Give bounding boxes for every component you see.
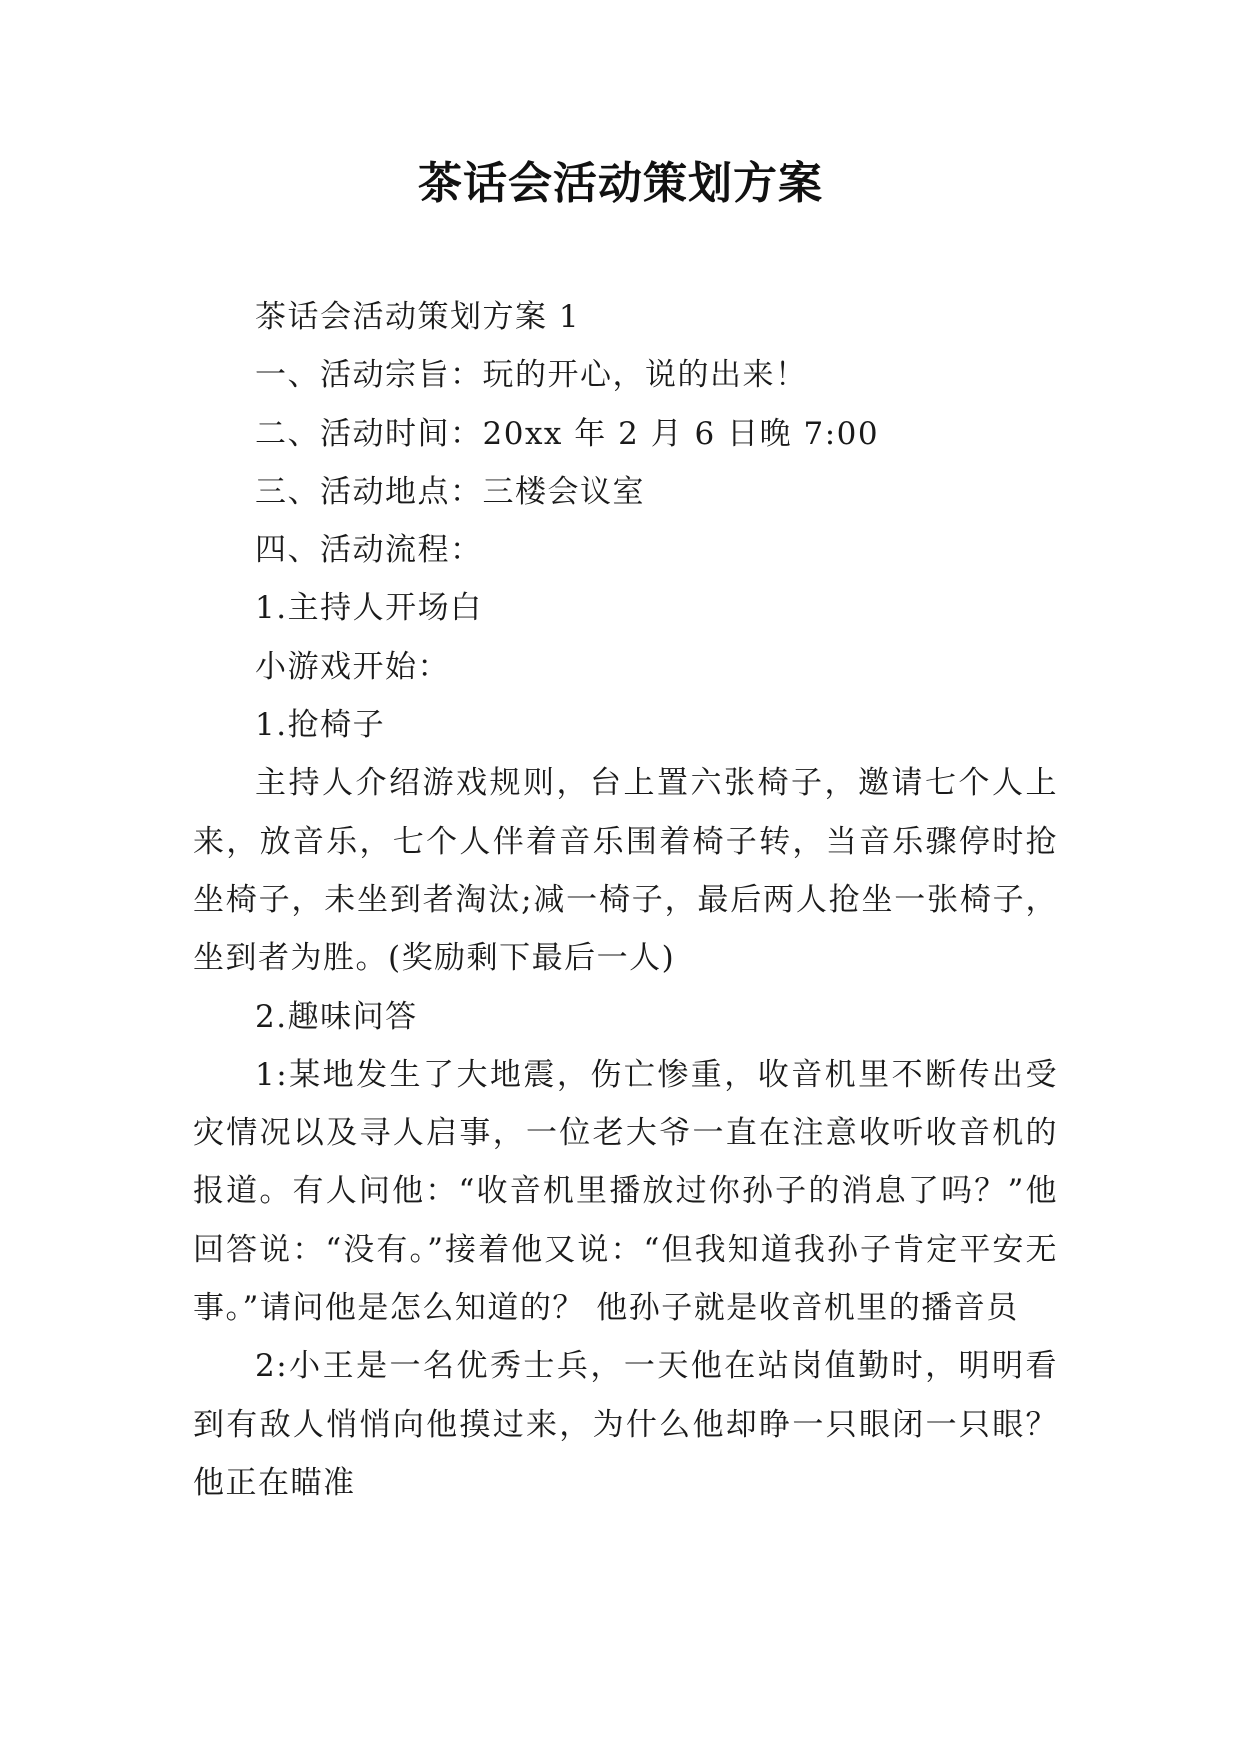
paragraph-game-chairs-heading: 1.抢椅子 (255, 707, 386, 744)
document-body (193, 288, 1058, 1512)
paragraph-location: 三、活动地点：三楼会议室 (255, 473, 645, 510)
paragraph-quiz-heading: 2.趣味问答 (255, 998, 418, 1035)
paragraph-purpose: 一、活动宗旨：玩的开心，说的出来！ (255, 357, 808, 394)
paragraph-game-chairs-rules: 主持人介绍游戏规则，台上置六张椅子，邀请七个人上来，放音乐，七个人伴着音乐围着椅子转，当音乐骤停时抢坐椅子，未坐到者淘汰;减一椅子，最后两人抢坐一张椅子，坐到者为胜。(奖励剩下最后一人) (193, 765, 1058, 977)
paragraph-time: 二、活动时间：20xx 年 2 月 6 日晚 7:00 (255, 415, 880, 452)
paragraph-quiz-question-1: 1:某地发生了大地震，伤亡惨重，收音机里不断传出受灾情况以及寻人启事，一位老大爷一直在注意收听收音机的报道。有人问他：“收音机里播放过你孙子的消息了吗？”他回答说：“没有。”接着他又说：“但我知道我孙子肯定平安无事。”请问他是怎么知道的？ 他孙子就是收音机里的播音员 (193, 1056, 1058, 1327)
paragraph-process-heading: 四、活动流程： (255, 532, 483, 569)
paragraph-quiz-question-2: 2:小王是一名优秀士兵，一天他在站岗值勤时，明明看到有敌人悄悄向他摸过来，为什么他却睁一只眼闭一只眼？他正在瞄准 (193, 1348, 1058, 1501)
paragraph-games-start: 小游戏开始： (255, 648, 450, 685)
paragraph-host-opening: 1.主持人开场白 (255, 590, 483, 627)
paragraph-plan-heading: 茶话会活动策划方案 1 (255, 299, 581, 335)
document-title: 茶话会活动策划方案 (418, 158, 823, 209)
